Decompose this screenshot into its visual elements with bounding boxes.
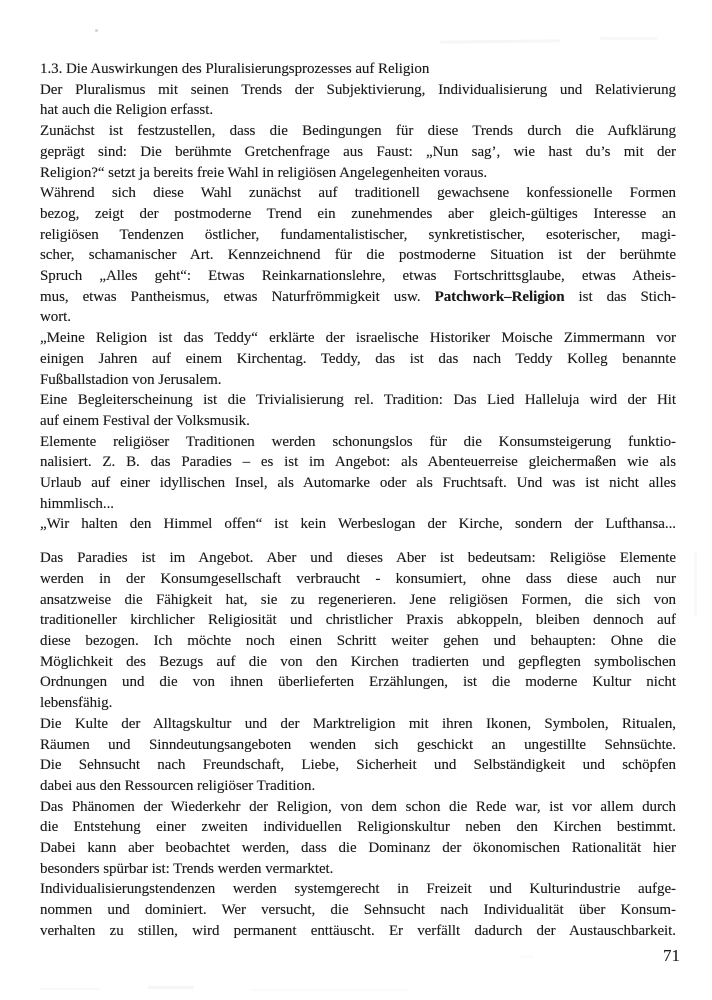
scan-artifact bbox=[440, 39, 560, 43]
text-line: bezog, zeigt der postmoderne Trend ein zunehmendes aber gleich-gültiges Interesse an bbox=[40, 205, 676, 222]
text-line: Zunächst ist festzustellen, dass die Bedingungen für diese Trends durch die Aufklärung bbox=[40, 123, 676, 140]
text-line: lebensfähig. bbox=[40, 695, 113, 712]
paragraph bbox=[40, 390, 676, 431]
text-line: Individualisierungstendenzen werden systemgerecht in Freizeit und Kulturindustrie aufge- bbox=[40, 881, 676, 898]
text-line: geprägt sind: Die berühmte Gretchenfrage aus Faust: „Nun sag’, wie hast du’s mit der bbox=[40, 143, 676, 160]
text-line: Ordnungen und die von ihnen überlieferten Erzählungen, ist die moderne Kultur nicht bbox=[40, 674, 676, 691]
scan-artifact bbox=[600, 37, 658, 40]
text-line: Räumen und Sinndeutungsangeboten wenden sich geschickt an ungestillte Sehnsüchte. bbox=[40, 736, 676, 753]
text-line: nalisiert. Z. B. das Paradies – es ist im Angebot: als Abenteuerreise gleichermaßen wie als bbox=[40, 454, 676, 471]
text-line: Spruch „Alles geht“: Etwas Reinkarnationslehre, etwas Fortschrittsglaube, etwas Atheis- bbox=[40, 268, 676, 285]
text-line: diese bezogen. Ich möchte noch einen Schritt weiter gehen und behaupten: Ohne die bbox=[40, 632, 676, 649]
text-line: Während sich diese Wahl zunächst auf traditionell gewachsene konfessionelle Formen bbox=[40, 185, 676, 202]
paragraph bbox=[40, 879, 676, 941]
text-line: traditioneller kirchlicher Religiosität und christlicher Praxis abkoppeln, bleiben dennoch auf bbox=[40, 612, 676, 629]
text-line: nommen und dominiert. Wer versucht, die Sehnsucht nach Individualität über Konsum- bbox=[40, 902, 676, 919]
paragraph bbox=[40, 121, 676, 183]
text-line: Das Paradies ist im Angebot. Aber und dieses Aber ist bedeutsam: Religiöse Elemente bbox=[40, 550, 676, 567]
text-line: besonders spürbar ist: Trends werden vermarktet. bbox=[40, 860, 334, 877]
text-line: die Entstehung einer zweiten individuellen Religionskultur neben den Kirchen bestimmt. bbox=[40, 819, 676, 836]
text-line: Die Sehnsucht nach Freundschaft, Liebe, Sicherheit und Selbständigkeit und schöpfen bbox=[40, 757, 676, 774]
text-line: Dabei kann aber beobachtet werden, dass die Dominanz der ökonomischen Rationalität hier bbox=[40, 840, 676, 857]
text-line: mus, etwas Pantheismus, etwas Naturfrömmigkeit usw. Patchwork–Religion ist das Stich- bbox=[40, 288, 676, 305]
text-line: Religion?“ setzt ja bereits freie Wahl in religiösen Angelegenheiten voraus. bbox=[40, 164, 488, 181]
paragraph-list bbox=[40, 80, 676, 942]
scan-artifact bbox=[40, 988, 100, 990]
text-line: Die Kulte der Alltagskultur und der Marktreligion mit ihren Ikonen, Symbolen, Ritualen, bbox=[40, 715, 676, 732]
text-line: Urlaub auf einer idyllischen Insel, als Automarke oder als Fruchtsaft. Und was ist nicht alles bbox=[40, 475, 676, 492]
text-line: ansatzweise die Fähigkeit hat, sie zu regenerieren. Jene religiösen Formen, die sich von bbox=[40, 591, 676, 608]
paragraph bbox=[40, 432, 676, 515]
paragraph bbox=[40, 328, 676, 390]
paragraph bbox=[40, 548, 676, 714]
scan-artifact bbox=[250, 989, 410, 991]
paragraph bbox=[40, 183, 676, 328]
text-line: scher, schamanischer Art. Kennzeichnend für die postmoderne Situation ist der berühmte bbox=[40, 247, 676, 264]
text-line: verhalten zu stillen, wird permanent enttäuscht. Er verfällt dadurch der Austauschbarkeit. bbox=[40, 922, 676, 939]
paragraph bbox=[40, 797, 676, 880]
scan-artifact bbox=[694, 552, 697, 616]
text-line: religiösen Tendenzen östlicher, fundamentalistischer, synkretistischer, esoterischer, magi- bbox=[40, 226, 676, 243]
text-line: wort. bbox=[40, 309, 71, 326]
text-line: hat auch die Religion erfasst. bbox=[40, 102, 214, 119]
text-line: Elemente religiöser Traditionen werden schonungslos für die Konsumsteigerung funktio- bbox=[40, 433, 676, 450]
text-line: Fußballstadion von Jerusalem. bbox=[40, 371, 222, 388]
text-line: Möglichkeit des Bezugs auf die von den Kirchen tradierten und gepflegten symbolischen bbox=[40, 653, 676, 670]
paragraph bbox=[40, 714, 676, 797]
scan-artifact bbox=[520, 955, 534, 958]
text-line: Eine Begleiterscheinung ist die Trivialisierung rel. Tradition: Das Lied Halleluja wird der Hit bbox=[40, 392, 676, 409]
text-line: dabei aus den Ressourcen religiöser Tradition. bbox=[40, 777, 316, 794]
section-heading: 1.3. Die Auswirkungen des Pluralisierungsprozesses auf Religion bbox=[40, 61, 430, 77]
scan-artifact bbox=[148, 986, 194, 989]
paragraph bbox=[40, 80, 676, 121]
text-line: „Wir halten den Himmel offen“ ist kein Werbeslogan der Kirche, sondern der Lufthansa... bbox=[40, 516, 676, 533]
text-line: Der Pluralismus mit seinen Trends der Subjektivierung, Individualisierung und Relativierung bbox=[40, 81, 676, 98]
text-line: einigen Jahren auf einem Kirchentag. Teddy, das ist das nach Teddy Kolleg benannte bbox=[40, 350, 676, 367]
paragraph bbox=[40, 514, 676, 535]
text-line: werden in der Konsumgesellschaft verbraucht - konsumiert, ohne dass diese auch nur bbox=[40, 570, 676, 587]
text-line: „Meine Religion ist das Teddy“ erklärte der israelische Historiker Moische Zimmermann vor bbox=[40, 330, 676, 347]
page-number: 71 bbox=[663, 946, 680, 965]
text-block bbox=[40, 59, 676, 942]
text-line: himmlisch... bbox=[40, 495, 114, 512]
text-line: Das Phänomen der Wiederkehr der Religion, von dem schon die Rede war, ist vor allem durch bbox=[40, 798, 676, 815]
scan-artifact bbox=[95, 29, 98, 32]
text-line: auf einem Festival der Volksmusik. bbox=[40, 412, 250, 429]
